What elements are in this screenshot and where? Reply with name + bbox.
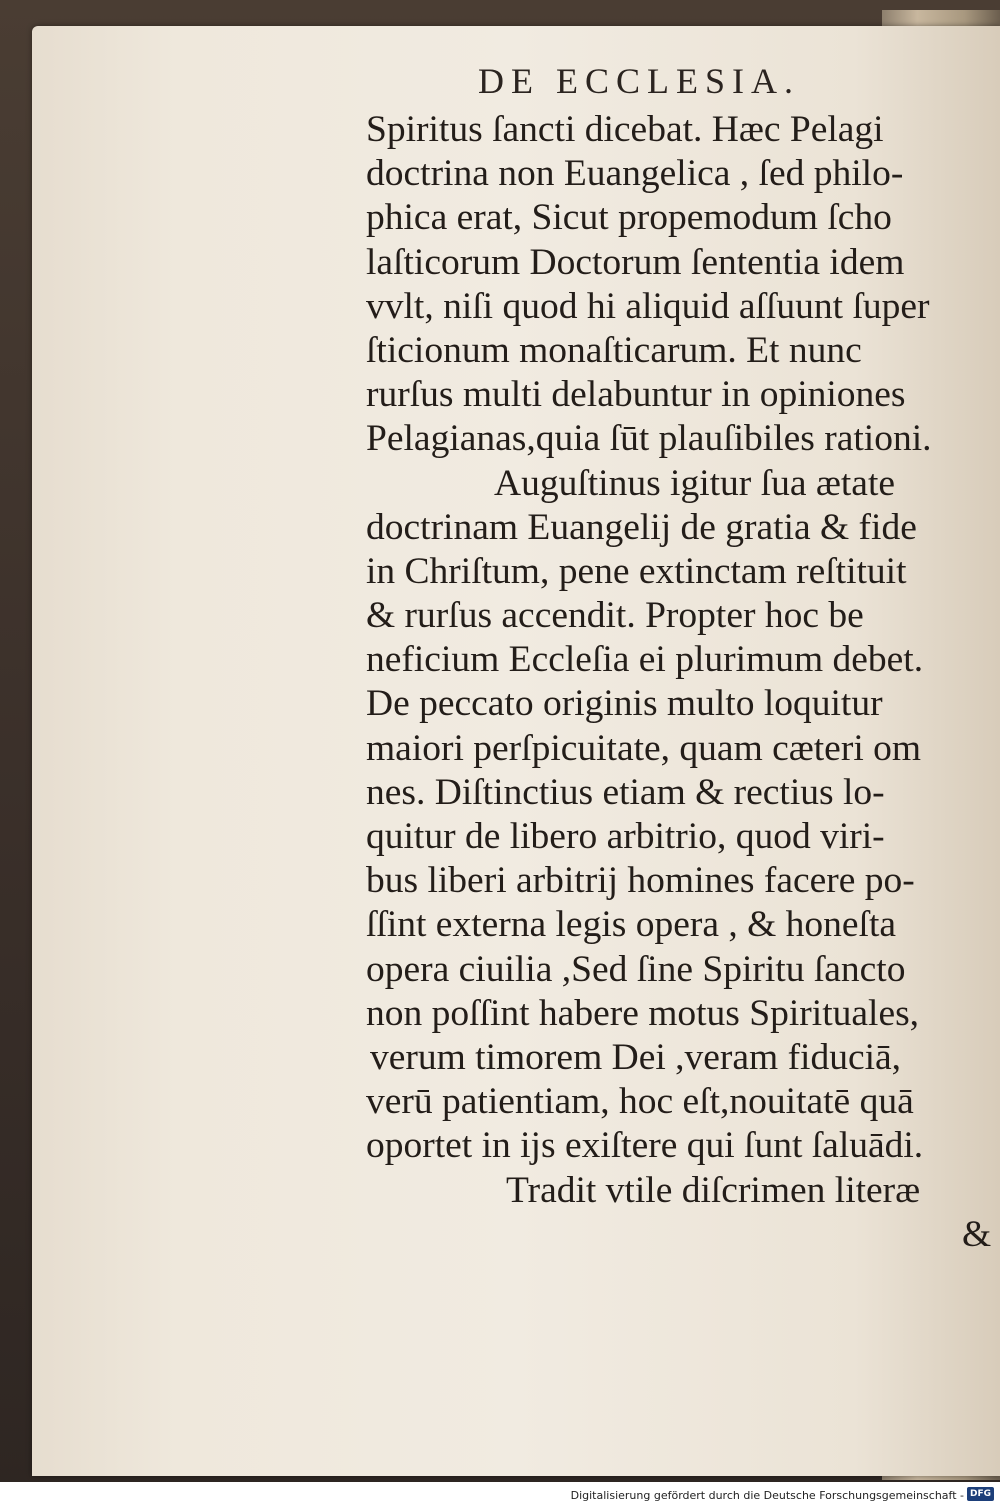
text-line: in Chriſtum, pene extinctam reſtituit [366,550,907,592]
text-line: rurſus multi delabuntur in opiniones [366,374,906,416]
text-line: phica erat, Sicut propemodum ſcho [366,197,892,239]
text-line: & rurſus accendit. Propter hoc be [366,595,864,637]
text-line: quitur de libero arbitrio, quod viri- [366,816,885,857]
text-line: bus liberi arbitrij homines facere po- [366,860,915,902]
text-line: verum timorem Dei ,veram fiduciā, [370,1036,902,1078]
text-line: ſticionum monaſticarum. Et nunc [366,329,862,371]
text-line: opera ciuilia ,Sed ſine Spiritu ſancto [366,948,906,990]
text-line: vvlt, niſi quod hi aliquid aſſuunt ſuper [366,285,930,327]
text-line: doctrinam Euangelij de gratia & fide [366,506,917,548]
text-line: oportet in ijs exiſtere qui ſunt ſaluādi. [366,1125,924,1167]
paragraph-opening-line: Tradit vtile diſcrimen literæ [506,1169,921,1211]
running-head: DE ECCLESIA. [478,61,800,101]
text-line: nes. Diſtinctius etiam & rectius lo- [366,771,885,813]
text-line: laſticorum Doctorum ſententia idem [366,241,905,283]
text-line: verū patientiam, hoc eſt,nouitatē quā [366,1081,914,1123]
funding-credit: Digitalisierung gefördert durch die Deutsche Forschungsgemeinschaft - [570,1489,964,1502]
text-block [366,108,1000,1257]
text-line: Pelagianas,quia ſūt plauſibiles rationi. [366,418,932,460]
text-line: ſſint externa legis opera , & honeſta [366,904,897,946]
text-line: neficium Eccleſia ei plurimum debet. [366,639,924,681]
text-line: Spiritus ſancti dicebat. Hæc Pelagi [366,109,884,150]
dfg-logo-icon: DFG [967,1487,994,1501]
text-line: De peccato originis multo loquitur [366,683,883,725]
catchword: & [962,1213,992,1255]
book-page [32,26,1000,1476]
paragraph-opening-line: Auguſtinus igitur ſua ætate [494,462,896,504]
text-line: maiori perſpicuitate, quam cæteri om [366,727,922,769]
text-line: non poſſint habere motus Spirituales, [366,992,920,1034]
text-line: doctrina non Euangelica , ſed philo- [366,153,904,195]
